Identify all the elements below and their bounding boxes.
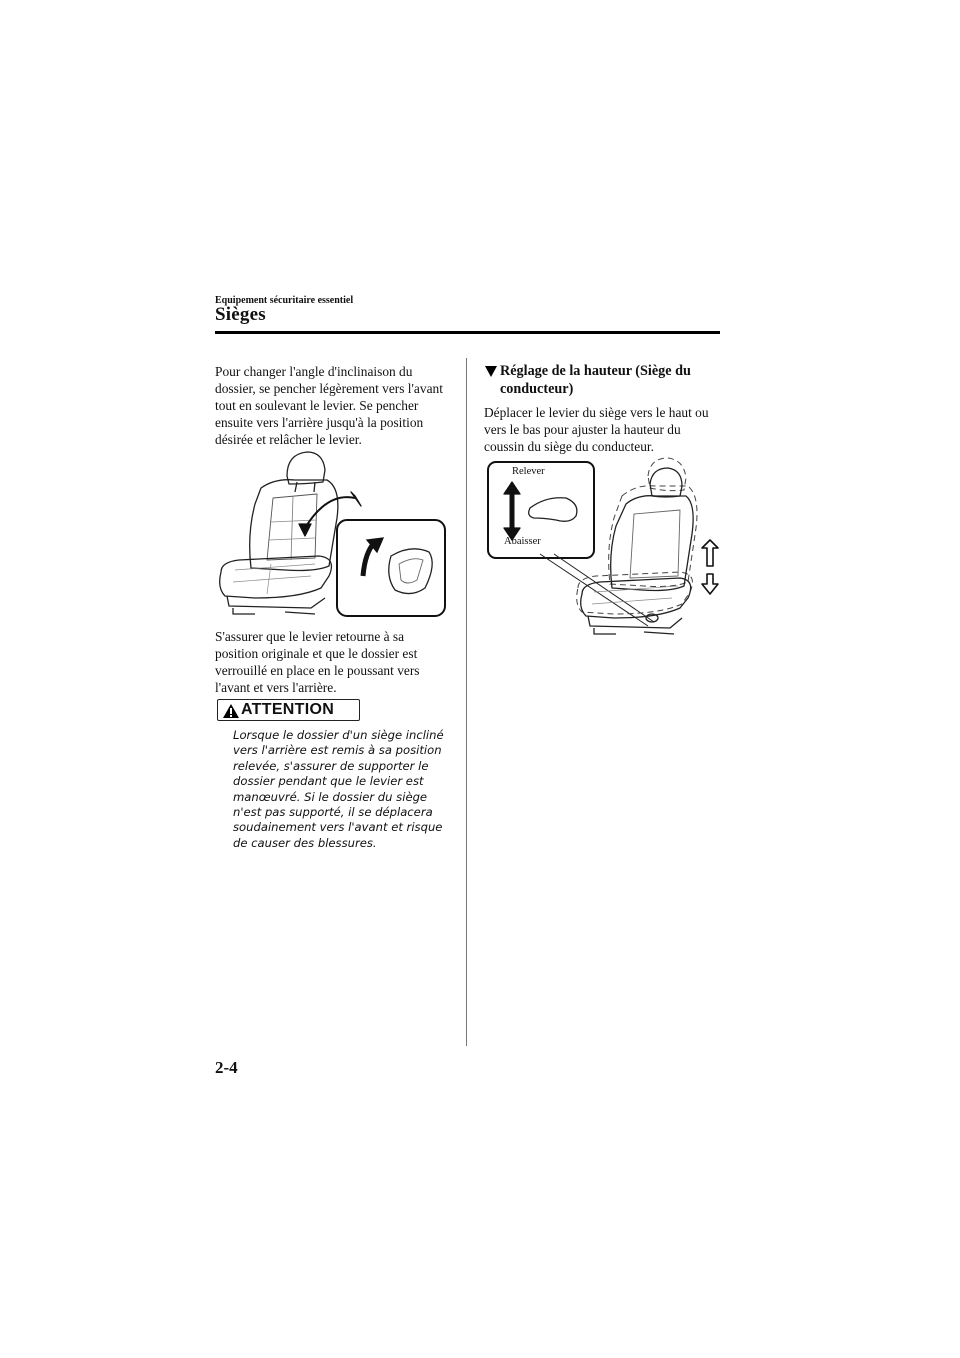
seat-recline-illustration (215, 448, 450, 620)
seat-height-illustration (484, 456, 724, 638)
attention-label: ATTENTION (241, 701, 335, 718)
warning-icon (222, 703, 240, 719)
raise-label: Relever (512, 466, 545, 477)
recline-instructions: Pour changer l'angle d'inclinaison du dossier, se pencher légèrement vers l'avant tout en soulevant le levier. Se pencher ensuite vers l'arrière jusqu'à la position désirée et relâcher le levier. (215, 364, 443, 447)
page-title: Sièges (215, 304, 266, 325)
column-divider (466, 358, 467, 1046)
attention-text: Lorsque le dossier d'un siège incliné vers l'arrière est remis à sa position relevée, s'assurer de supporter le dossier pendant que le levier est manœuvré. Si le dossier du siège n'est pas supporté, il se déplacera soudainement vers l'avant et risque de causer des blessures. (233, 728, 444, 850)
lower-label: Abaisser (504, 536, 541, 547)
lock-instructions: S'assurer que le levier retourne à sa position originale et que le dossier est verrouillé en place en le poussant vers l'avant et vers l'arrière. (215, 629, 420, 695)
height-adjust-instructions: Déplacer le levier du siège vers le haut ou vers le bas pour ajuster la hauteur du coussin du siège du conducteur. (484, 405, 709, 454)
page-number: 2-4 (215, 1058, 238, 1077)
section-label: Equipement sécuritaire essentiel (215, 295, 354, 306)
height-adjust-heading: Réglage de la hauteur (Siège du conducteur) (484, 362, 691, 398)
triangle-down-icon (484, 364, 498, 378)
header-rule (215, 331, 720, 334)
